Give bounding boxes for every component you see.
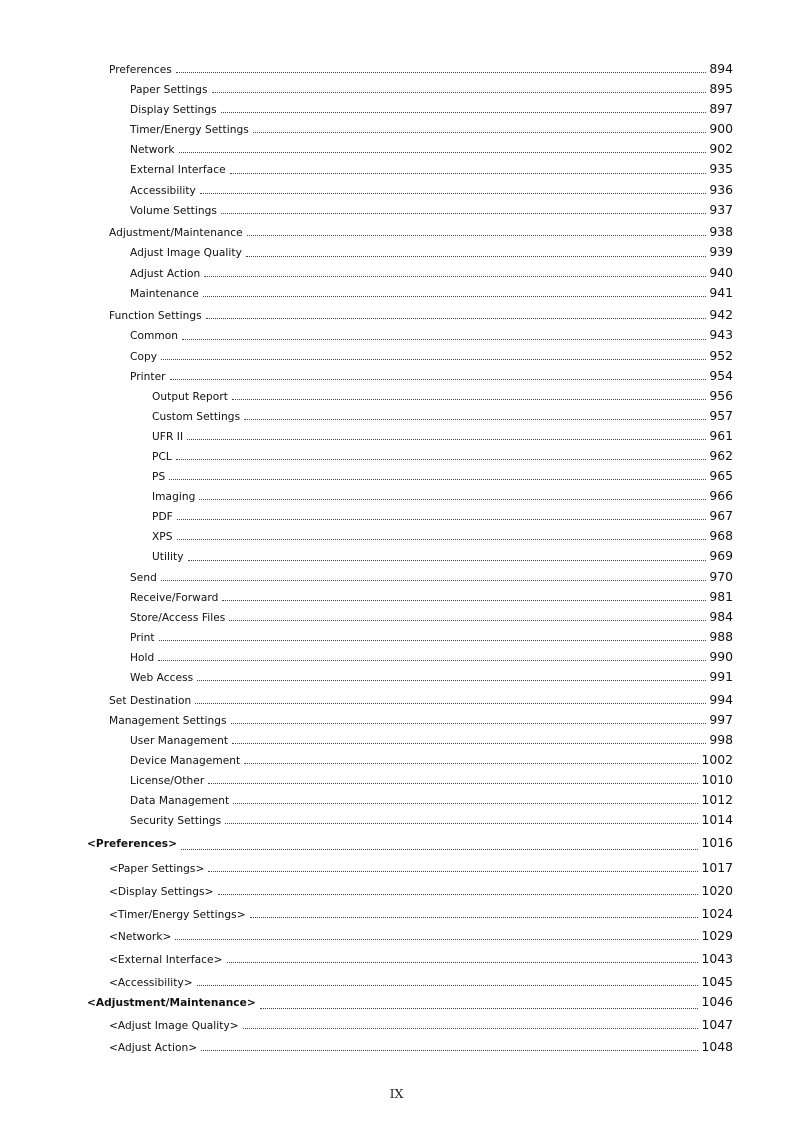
dot-leader: [212, 91, 707, 93]
toc-entry[interactable]: [0, 669, 793, 689]
toc-entry-title[interactable]: Copy: [130, 350, 158, 363]
toc-entry-title[interactable]: Store/Access Files: [130, 611, 226, 624]
toc-entry[interactable]: [0, 81, 793, 101]
dot-leader: [230, 172, 707, 174]
toc-entry[interactable]: [0, 589, 793, 609]
toc-entry-title[interactable]: Device Management: [130, 754, 241, 767]
toc-entry-page-number[interactable]: 935: [709, 161, 733, 177]
dot-leader: [169, 478, 706, 480]
toc-entry-page-number[interactable]: 954: [709, 367, 733, 383]
toc-entry[interactable]: [0, 468, 793, 488]
toc-entry[interactable]: [0, 285, 793, 305]
toc-entry[interactable]: [0, 609, 793, 629]
toc-entry-page-number[interactable]: 969: [709, 548, 733, 564]
toc-entry[interactable]: [0, 141, 793, 161]
dot-leader: [231, 722, 707, 724]
toc-entry[interactable]: [0, 692, 793, 712]
toc-entry-page-number[interactable]: 939: [709, 244, 733, 260]
dot-leader: [260, 1007, 699, 1009]
dot-leader: [161, 358, 706, 360]
toc-entry-page-number[interactable]: 1047: [701, 1016, 733, 1032]
toc-entry[interactable]: [0, 772, 793, 792]
toc-entry[interactable]: [0, 569, 793, 589]
toc-entry-title[interactable]: Timer/Energy Settings: [130, 124, 249, 137]
toc-entry[interactable]: [0, 712, 793, 732]
dot-leader: [177, 518, 707, 520]
toc-entry-title[interactable]: Preferences: [109, 64, 172, 76]
toc-entry-page-number[interactable]: 981: [709, 588, 733, 604]
dot-leader: [221, 111, 707, 113]
toc-entry-page-number[interactable]: 1002: [701, 751, 733, 767]
dot-leader: [246, 255, 706, 257]
dot-leader: [188, 559, 707, 561]
toc-entry-page-number[interactable]: 941: [709, 284, 733, 300]
toc-entry-title[interactable]: <Paper Settings>: [109, 863, 205, 876]
toc-entry-page-number[interactable]: 943: [709, 327, 733, 343]
toc-entry-page-number[interactable]: 1010: [701, 772, 733, 788]
toc-entry-page-number[interactable]: 1048: [701, 1039, 733, 1055]
toc-entry-title[interactable]: Paper Settings: [130, 84, 208, 97]
toc-entry-title[interactable]: Management Settings: [109, 714, 227, 727]
toc-entry-page-number[interactable]: 1045: [701, 973, 733, 989]
toc-entry-title[interactable]: Volume Settings: [130, 204, 217, 217]
toc-entry-title[interactable]: External Interface: [130, 164, 226, 177]
toc-entry-page-number[interactable]: 997: [709, 711, 733, 727]
toc-entry[interactable]: [0, 161, 793, 181]
toc-entry-page-number[interactable]: 936: [709, 181, 733, 197]
dot-leader: [208, 870, 698, 872]
toc-entry-page-number[interactable]: 994: [709, 691, 733, 707]
toc-entry[interactable]: [0, 428, 793, 448]
toc-entry-title[interactable]: Receive/Forward: [130, 591, 219, 604]
toc-entry[interactable]: [0, 649, 793, 669]
toc-entry-title[interactable]: UFR II: [152, 430, 184, 443]
toc-entry-title[interactable]: Hold: [130, 651, 155, 664]
toc-entry[interactable]: [0, 835, 793, 858]
toc-entry-title[interactable]: Printer: [130, 370, 166, 383]
toc-entry-title[interactable]: Display Settings: [130, 104, 217, 117]
dot-leader: [159, 639, 707, 641]
dot-leader: [203, 295, 707, 297]
toc-entry[interactable]: [0, 327, 793, 347]
toc-entry-page-number[interactable]: 966: [709, 488, 733, 504]
toc-entry[interactable]: [0, 182, 793, 202]
toc-entry-page-number[interactable]: 1020: [701, 883, 733, 899]
dot-leader: [177, 538, 707, 540]
toc-entry-title[interactable]: <External Interface>: [109, 954, 223, 967]
toc-entry[interactable]: [0, 548, 793, 568]
dot-leader: [176, 458, 707, 460]
toc-entry[interactable]: [0, 883, 793, 903]
toc-entry[interactable]: [0, 488, 793, 508]
toc-entry[interactable]: [0, 974, 793, 994]
toc-entry-page-number[interactable]: 962: [709, 447, 733, 463]
toc-entry[interactable]: [0, 528, 793, 548]
toc-entry-title[interactable]: Set Destination: [109, 694, 192, 707]
toc-entry-title[interactable]: Adjustment/Maintenance: [109, 227, 243, 240]
dot-leader: [181, 848, 698, 850]
toc-entry[interactable]: [0, 368, 793, 388]
toc-entry-page-number[interactable]: 940: [709, 264, 733, 280]
toc-entry[interactable]: [0, 792, 793, 812]
toc-entry-page-number[interactable]: 988: [709, 628, 733, 644]
dot-leader: [197, 984, 699, 986]
toc-entry-title[interactable]: Accessibility: [130, 184, 196, 197]
toc-entry[interactable]: [0, 244, 793, 264]
toc-entry-page-number[interactable]: 1046: [701, 993, 733, 1009]
toc-entry-page-number[interactable]: 942: [709, 307, 733, 323]
toc-entry-title[interactable]: XPS: [152, 531, 173, 544]
toc-entry-page-number[interactable]: 984: [709, 608, 733, 624]
dot-leader: [253, 131, 707, 133]
dot-leader: [222, 599, 706, 601]
dot-leader: [232, 742, 706, 744]
dot-leader: [250, 916, 699, 918]
dot-leader: [225, 822, 698, 824]
toc-entry-title[interactable]: Function Settings: [109, 310, 202, 323]
toc-entry-title[interactable]: <Timer/Energy Settings>: [109, 908, 246, 921]
dot-leader: [195, 702, 706, 704]
toc-entry[interactable]: [0, 752, 793, 772]
toc-entry-page-number[interactable]: 1014: [701, 812, 733, 828]
dot-leader: [208, 782, 698, 784]
toc-entry-page-number[interactable]: 957: [709, 407, 733, 423]
toc-entry-title[interactable]: PCL: [152, 450, 172, 463]
toc-entry-page-number[interactable]: 956: [709, 387, 733, 403]
toc-entry-title[interactable]: <Accessibility>: [109, 976, 193, 989]
toc-entry-page-number[interactable]: 970: [709, 568, 733, 584]
toc-entry-page-number[interactable]: 991: [709, 669, 733, 684]
toc-entry-page-number[interactable]: 1024: [701, 905, 733, 921]
toc-entry-page-number[interactable]: 961: [709, 427, 733, 443]
toc-entry[interactable]: [0, 307, 793, 327]
dot-leader: [182, 338, 706, 340]
page-number: IX: [389, 1086, 404, 1101]
toc-entry-page-number[interactable]: 894: [709, 61, 733, 76]
dot-leader: [244, 418, 706, 420]
toc-entry[interactable]: [0, 121, 793, 141]
toc-entry-page-number[interactable]: 998: [709, 731, 733, 747]
toc-entry[interactable]: [0, 408, 793, 428]
toc-entry[interactable]: [0, 951, 793, 971]
toc-entry-title[interactable]: Maintenance: [130, 287, 199, 300]
toc-entry-title[interactable]: License/Other: [130, 775, 205, 788]
toc-entry-title[interactable]: <Network>: [109, 931, 172, 944]
toc-entry[interactable]: [0, 906, 793, 926]
toc-entry-page-number[interactable]: 895: [709, 81, 733, 97]
toc-entry[interactable]: [0, 812, 793, 832]
toc-entry[interactable]: [0, 732, 793, 752]
dot-leader: [204, 275, 706, 277]
dot-leader: [161, 579, 706, 581]
toc-entry[interactable]: [0, 448, 793, 468]
toc-entry[interactable]: [0, 202, 793, 222]
toc-entry-page-number[interactable]: 967: [709, 508, 733, 524]
toc-entry-page-number[interactable]: 937: [709, 201, 733, 217]
dot-leader: [179, 151, 707, 153]
toc-entry[interactable]: [0, 265, 793, 285]
dot-leader: [175, 938, 698, 940]
toc-entry[interactable]: [0, 928, 793, 948]
toc-entry-page-number[interactable]: 897: [709, 101, 733, 117]
dot-leader: [221, 212, 706, 214]
dot-leader: [187, 438, 706, 440]
dot-leader: [158, 659, 706, 661]
toc-entry-page-number[interactable]: 1012: [701, 792, 733, 808]
toc-entry-page-number[interactable]: 1017: [701, 860, 733, 876]
toc-entry-page-number[interactable]: 1016: [701, 834, 733, 850]
toc-entry-title[interactable]: <Display Settings>: [109, 886, 214, 899]
toc-entry-page-number[interactable]: 990: [709, 648, 733, 664]
dot-leader: [170, 378, 707, 380]
toc-entry[interactable]: [0, 61, 793, 81]
toc-entry-title[interactable]: <Adjust Image Quality>: [109, 1019, 239, 1032]
toc-entry-page-number[interactable]: 952: [709, 347, 733, 363]
toc-entry[interactable]: [0, 508, 793, 528]
toc-entry-page-number[interactable]: 968: [709, 528, 733, 544]
toc-entry-title[interactable]: <Adjustment/Maintenance>: [87, 996, 256, 1009]
toc-entry-page-number[interactable]: 902: [709, 141, 733, 157]
toc-entry[interactable]: [0, 388, 793, 408]
toc-entry[interactable]: [0, 629, 793, 649]
dot-leader: [243, 1027, 699, 1029]
dot-leader: [201, 1049, 698, 1051]
dot-leader: [229, 619, 706, 621]
toc-entry-title[interactable]: Web Access: [130, 672, 194, 684]
toc-entry-title[interactable]: Utility: [152, 551, 184, 564]
dot-leader: [233, 802, 698, 804]
dot-leader: [232, 398, 706, 400]
toc-entry[interactable]: [0, 224, 793, 244]
toc-entry-title[interactable]: PDF: [152, 511, 173, 524]
toc-entry-title[interactable]: Imaging: [152, 491, 196, 504]
toc-entry-title[interactable]: Common: [130, 330, 179, 343]
toc-entry-title[interactable]: Custom Settings: [152, 410, 241, 423]
table-of-contents: [0, 61, 793, 1059]
toc-entry-title[interactable]: Network: [130, 144, 175, 157]
toc-entry-page-number[interactable]: 900: [709, 121, 733, 137]
toc-entry[interactable]: [0, 1039, 793, 1059]
dot-leader: [197, 679, 706, 681]
toc-entry-title[interactable]: Print: [130, 631, 155, 644]
dot-leader: [200, 192, 707, 194]
dot-leader: [176, 71, 706, 73]
dot-leader: [227, 961, 699, 963]
toc-entry-title[interactable]: <Adjust Action>: [109, 1042, 198, 1055]
toc-entry[interactable]: [0, 860, 793, 880]
toc-entry-page-number[interactable]: 1043: [701, 951, 733, 967]
toc-entry-title[interactable]: Data Management: [130, 795, 230, 808]
toc-entry-title[interactable]: Adjust Image Quality: [130, 247, 242, 260]
toc-entry[interactable]: [0, 994, 793, 1017]
toc-entry-title[interactable]: Send: [130, 571, 157, 584]
toc-entry-title[interactable]: Adjust Action: [130, 267, 201, 280]
toc-entry-title[interactable]: <Preferences>: [87, 837, 178, 850]
toc-entry-page-number[interactable]: 965: [709, 468, 733, 484]
toc-entry-title[interactable]: Output Report: [152, 390, 228, 403]
dot-leader: [218, 893, 699, 895]
toc-entry-title[interactable]: Security Settings: [130, 815, 222, 828]
toc-entry[interactable]: [0, 348, 793, 368]
toc-entry-title[interactable]: PS: [152, 471, 166, 484]
dot-leader: [206, 317, 707, 319]
dot-leader: [244, 762, 698, 764]
dot-leader: [247, 234, 707, 236]
toc-entry-page-number[interactable]: 938: [709, 224, 733, 240]
toc-entry[interactable]: [0, 1017, 793, 1037]
toc-entry-title[interactable]: User Management: [130, 734, 229, 747]
toc-entry-page-number[interactable]: 1029: [701, 928, 733, 944]
dot-leader: [199, 498, 706, 500]
toc-entry[interactable]: [0, 101, 793, 121]
